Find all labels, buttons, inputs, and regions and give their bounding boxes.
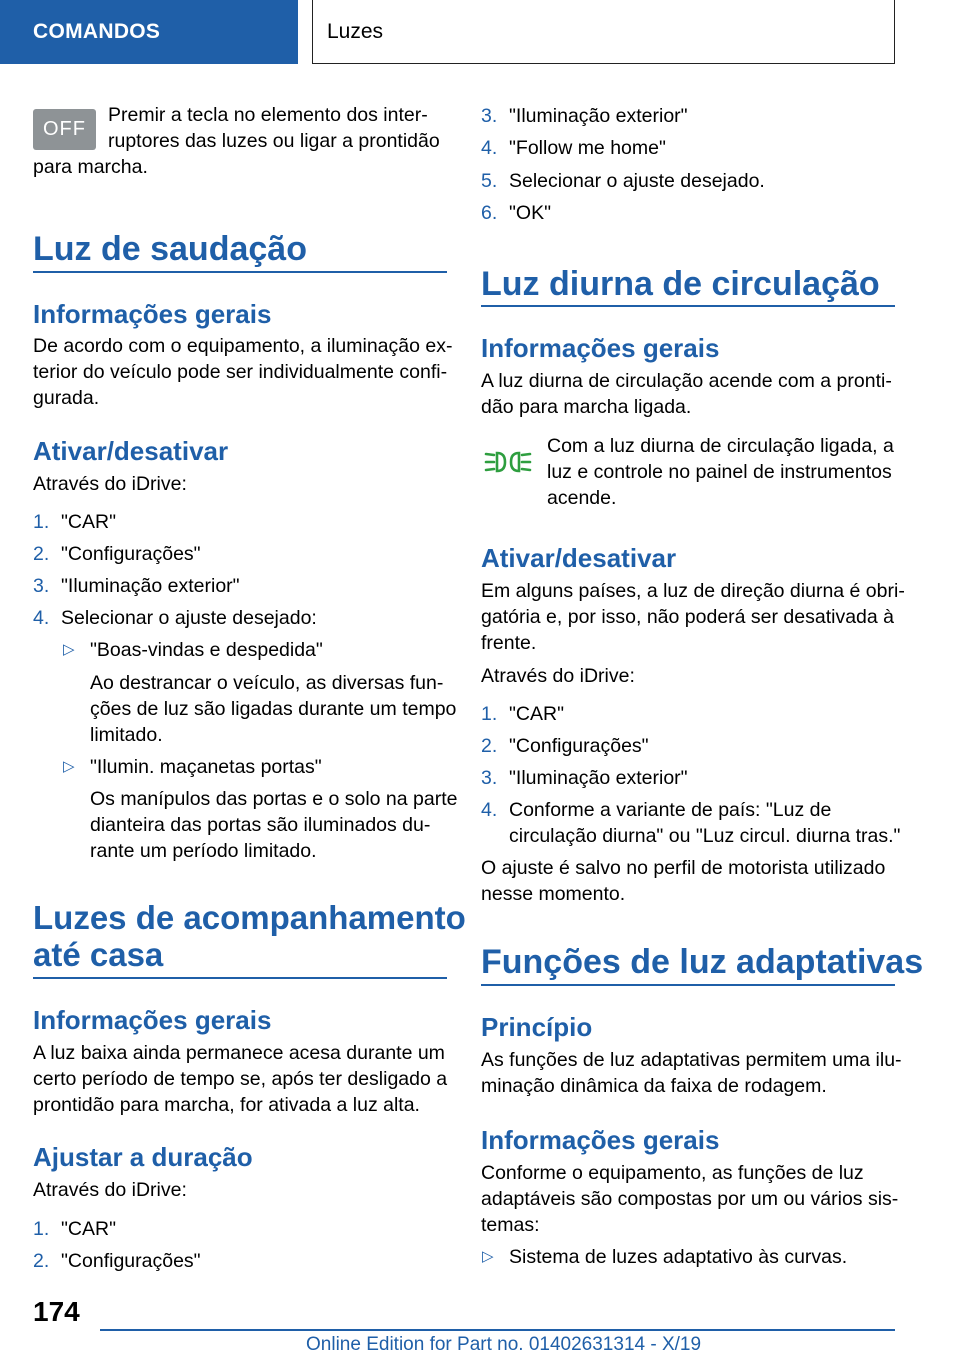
step-number: 3. xyxy=(481,767,498,789)
step-number: 3. xyxy=(33,575,50,597)
paragraph-line: Conforme o equipamento, as funções de luz xyxy=(481,1162,864,1184)
chapter-tab[interactable]: COMANDOS xyxy=(0,0,298,64)
step-number: 2. xyxy=(33,1250,50,1272)
paragraph-line: A luz baixa ainda permanece acesa durante um xyxy=(33,1042,445,1064)
footer-edition: Online Edition for Part no. 01402631314 - X/19 xyxy=(306,1334,702,1355)
daytime-running-light-icon xyxy=(483,447,533,477)
sub-option-desc: dianteira das portas são iluminados du‐ xyxy=(90,814,431,836)
step-text: "Configurações" xyxy=(509,735,649,757)
paragraph-line: De acordo com o equipamento, a iluminação ex‐ xyxy=(33,335,453,357)
paragraph-line: certo período de tempo se, após ter desligado a xyxy=(33,1068,448,1090)
paragraph-line: prontidão para marcha, for ativada a luz alta. xyxy=(33,1094,420,1116)
via-idrive: Através do iDrive: xyxy=(481,665,635,687)
paragraph-line: temas: xyxy=(481,1214,540,1236)
step-text: "Iluminação exterior" xyxy=(61,575,240,597)
drl-description: luz e controle no painel de instrumentos xyxy=(547,461,892,483)
subheading-principle: Princípio xyxy=(481,1012,593,1042)
via-idrive: Através do iDrive: xyxy=(33,473,187,495)
step-text: "CAR" xyxy=(61,1218,117,1240)
sub-option-title: "Ilumin. maçanetas portas" xyxy=(90,756,322,778)
page-number: 174 xyxy=(33,1296,80,1327)
drl-description: acende. xyxy=(547,487,617,509)
heading-greeting-light: Luz de saudação xyxy=(33,230,307,268)
step-text: "Configurações" xyxy=(61,543,201,565)
sub-option-title: "Boas-vindas e despedida" xyxy=(90,639,323,661)
step-text: "Configurações" xyxy=(61,1250,201,1272)
step-number: 5. xyxy=(481,170,498,192)
paragraph-line: gurada. xyxy=(33,387,100,409)
step-number: 1. xyxy=(481,703,498,725)
heading-adaptive-light: Funções de luz adaptativas xyxy=(481,943,924,981)
paragraph-line: frente. xyxy=(481,632,537,654)
paragraph-line: As funções de luz adaptativas permitem uma ilu‐ xyxy=(481,1049,902,1071)
section-title: Luzes xyxy=(312,0,895,64)
step-number: 2. xyxy=(33,543,50,565)
sub-option-desc: ções de luz são ligadas durante um tempo xyxy=(90,698,457,720)
off-key-icon: OFF xyxy=(33,109,96,150)
step-text: "CAR" xyxy=(61,511,117,533)
intro-line-1: Premir a tecla no elemento dos inter‐ xyxy=(108,104,428,126)
sub-option-desc: rante um período limitado. xyxy=(90,840,317,862)
step-text: "Follow me home" xyxy=(509,137,666,159)
paragraph-line: nesse momento. xyxy=(481,883,626,905)
step-number: 3. xyxy=(481,105,498,127)
bullet-triangle-icon: ▷ xyxy=(482,1248,494,1265)
heading-follow-me-home-line2: até casa xyxy=(33,936,164,973)
step-text: Selecionar o ajuste desejado. xyxy=(509,170,765,192)
subheading-general-info: Informações gerais xyxy=(33,1005,272,1035)
step-text: Selecionar o ajuste desejado: xyxy=(61,607,317,629)
heading-rule xyxy=(481,984,895,986)
step-number: 4. xyxy=(481,799,498,821)
step-text-continued: circulação diurna" ou "Luz circul. diurna tras." xyxy=(509,825,901,847)
paragraph-line: A luz diurna de circulação acende com a pronti‐ xyxy=(481,370,892,392)
step-number: 4. xyxy=(481,137,498,159)
intro-line-2: ruptores das luzes ou ligar a prontidão xyxy=(108,130,440,152)
sub-option-desc: Ao destrancar o veículo, as diversas fun‐ xyxy=(90,672,444,694)
heading-rule xyxy=(33,977,447,979)
subheading-toggle: Ativar/desativar xyxy=(33,436,229,466)
step-text: "OK" xyxy=(509,202,552,224)
sub-option-desc: limitado. xyxy=(90,724,163,746)
subheading-general-info: Informações gerais xyxy=(481,333,720,363)
step-number: 6. xyxy=(481,202,498,224)
step-number: 2. xyxy=(481,735,498,757)
subheading-toggle: Ativar/desativar xyxy=(481,543,677,573)
heading-rule xyxy=(481,305,895,307)
subheading-adjust-duration: Ajustar a duração xyxy=(33,1142,253,1172)
heading-rule xyxy=(33,271,447,273)
paragraph-line: minação dinâmica da faixa de rodagem. xyxy=(481,1075,827,1097)
bullet-triangle-icon: ▷ xyxy=(63,758,75,775)
step-number: 1. xyxy=(33,511,50,533)
paragraph-line: Em alguns países, a luz de direção diurna é obri‐ xyxy=(481,580,905,602)
step-text: "CAR" xyxy=(509,703,565,725)
subheading-general-info: Informações gerais xyxy=(481,1125,720,1155)
heading-follow-me-home: Luzes de acompanhamento xyxy=(33,899,466,936)
footer-rule xyxy=(100,1329,895,1331)
step-text: "Iluminação exterior" xyxy=(509,767,688,789)
paragraph-line: O ajuste é salvo no perfil de motorista utilizado xyxy=(481,857,886,879)
step-text: Conforme a variante de país: "Luz de xyxy=(509,799,832,821)
bullet-text: Sistema de luzes adaptativo às curvas. xyxy=(509,1246,848,1268)
step-text: "Iluminação exterior" xyxy=(509,105,688,127)
sub-option-desc: Os manípulos das portas e o solo na parte xyxy=(90,788,458,810)
step-number: 1. xyxy=(33,1218,50,1240)
drl-description: Com a luz diurna de circulação ligada, a xyxy=(547,435,894,457)
paragraph-line: terior do veículo pode ser individualmente confi‐ xyxy=(33,361,448,383)
via-idrive: Através do iDrive: xyxy=(33,1179,187,1201)
bullet-triangle-icon: ▷ xyxy=(63,641,75,658)
intro-line-3: para marcha. xyxy=(33,156,148,178)
step-number: 4. xyxy=(33,607,50,629)
paragraph-line: dão para marcha ligada. xyxy=(481,396,692,418)
paragraph-line: gatória e, por isso, não poderá ser desativada à xyxy=(481,606,895,628)
paragraph-line: adaptáveis são compostas por um ou vários sis‐ xyxy=(481,1188,899,1210)
subheading-general-info: Informações gerais xyxy=(33,299,272,329)
heading-daytime-running-light: Luz diurna de circulação xyxy=(481,265,880,303)
